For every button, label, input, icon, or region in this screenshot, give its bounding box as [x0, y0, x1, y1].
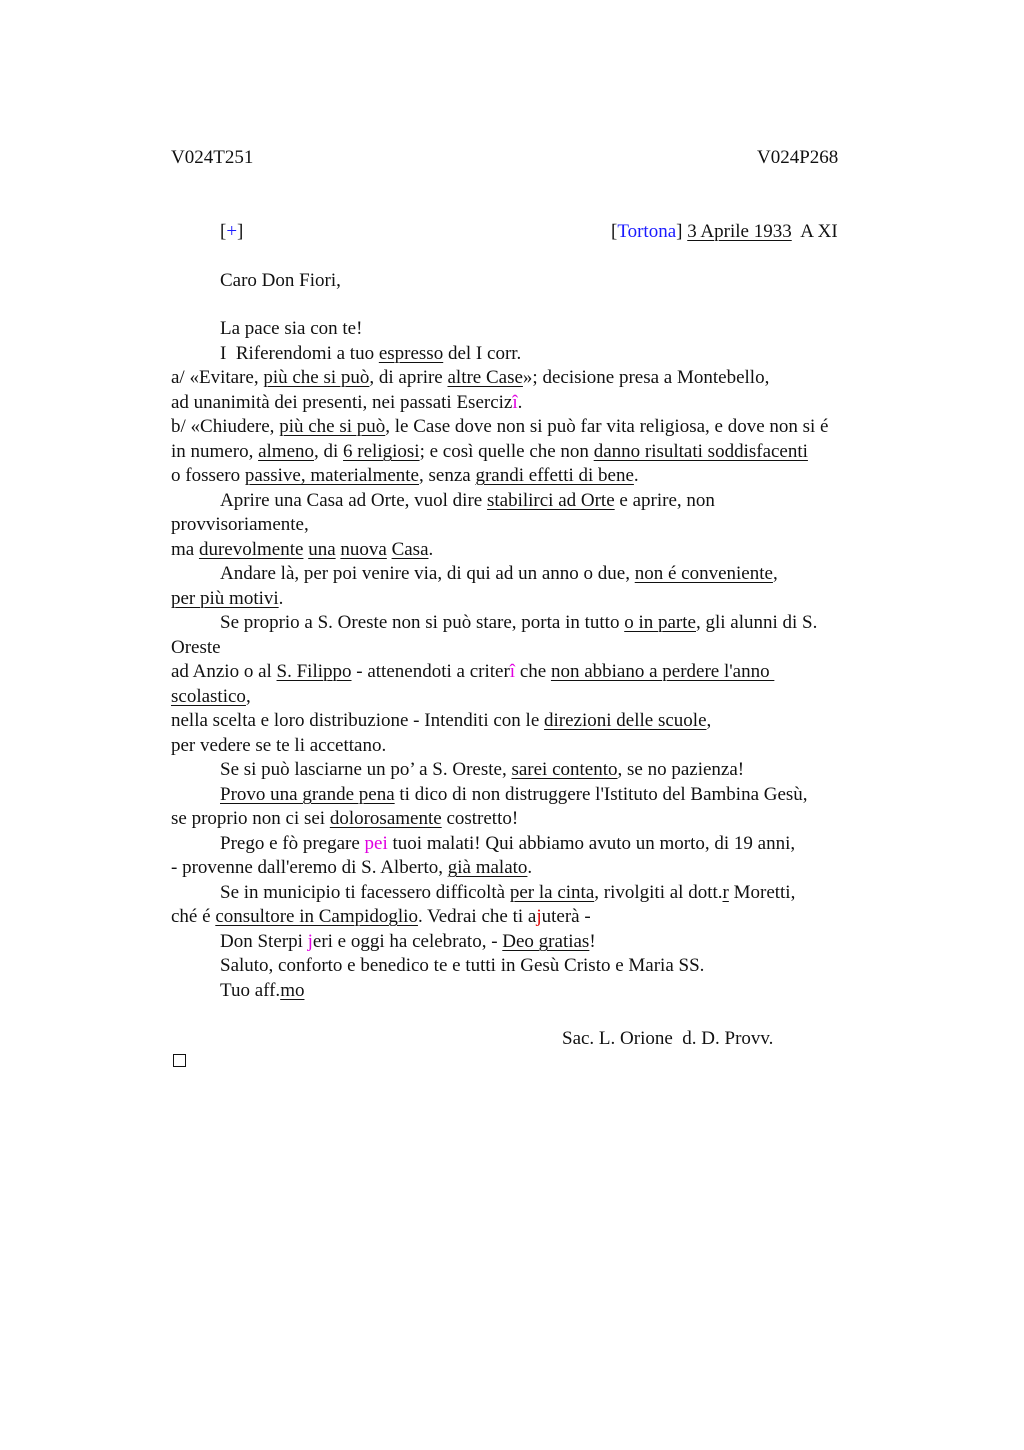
text-line: ma durevolmente una nuova Casa. — [171, 539, 434, 560]
text-line: per vedere se te li accettano. — [171, 735, 387, 756]
end-mark-square — [173, 1054, 186, 1067]
text-line: a/ «Evitare, più che si può, di aprire altre Case»; decisione presa a Montebello, — [171, 367, 770, 388]
text-line: Oreste — [171, 637, 221, 658]
text-line: La pace sia con te! — [220, 318, 363, 339]
text-line: b/ «Chiudere, più che si può, le Case dove non si può far vita religiosa, e dove non si é — [171, 416, 829, 437]
header-right-code: V024P268 — [757, 147, 839, 168]
place-name: Tortona — [617, 221, 677, 242]
signature: Sac. L. Orione d. D. Provv. — [562, 1028, 774, 1049]
salutation: Caro Don Fiori, — [220, 270, 341, 291]
text-line: - provenne dall'eremo di S. Alberto, già malato. — [171, 857, 533, 878]
text-line: se proprio non ci sei dolorosamente costretto! — [171, 808, 519, 829]
text-line: Se si può lasciarne un po’ a S. Oreste, sarei contento, se no pazienza! — [220, 759, 745, 780]
heading-place-date: [Tortona] 3 Aprile 1933 A XI — [611, 221, 838, 242]
cross-mark: [+] — [220, 221, 244, 242]
text-line: o fossero passive, materialmente, senza grandi effetti di bene. — [171, 465, 639, 486]
text-line: nella scelta e loro distribuzione - Intenditi con le direzioni delle scuole, — [171, 710, 712, 731]
text-line: Saluto, conforto e benedico te e tutti in Gesù Cristo e Maria SS. — [220, 955, 705, 976]
text-line: Provo una grande pena ti dico di non distruggere l'Istituto del Bambina Gesù, — [220, 784, 808, 805]
letter-date: 3 Aprile 1933 — [687, 221, 792, 242]
text-line: Andare là, per poi venire via, di qui ad un anno o due, non é conveniente, — [220, 563, 778, 584]
text-line: in numero, almeno, di 6 religiosi; e così quelle che non danno risultati soddisfacenti — [171, 441, 808, 462]
text-line: ad Anzio o al S. Filippo - attenendoti a criterî che non abbiano a perdere l'anno — [171, 661, 775, 682]
cross-symbol: + — [226, 221, 238, 242]
text-line: ad unanimità dei presenti, nei passati Esercizî. — [171, 392, 523, 413]
text-line: Prego e fò pregare pei tuoi malati! Qui abbiamo avuto un morto, di 19 anni, — [220, 833, 796, 854]
closing-line: Tuo aff.mo — [220, 980, 305, 1001]
text-line: provvisoriamente, — [171, 514, 309, 535]
fascist-year: A XI — [800, 221, 838, 242]
text-line: I Riferendomi a tuo espresso del I corr. — [220, 343, 522, 364]
text-line: Se proprio a S. Oreste non si può stare, porta in tutto o in parte, gli alunni di S. — [220, 612, 818, 633]
text-line: Se in municipio ti facessero difficoltà per la cinta, rivolgiti al dott.r Moretti, — [220, 882, 796, 903]
text-line: Don Sterpi jeri e oggi ha celebrato, - Deo gratias! — [220, 931, 596, 952]
header-left-code: V024T251 — [171, 147, 254, 168]
text-line: Aprire una Casa ad Orte, vuol dire stabilirci ad Orte e aprire, non — [220, 490, 715, 511]
text-line: ché é consultore in Campidoglio. Vedrai che ti ajuterà - — [171, 906, 591, 927]
text-line: per più motivi. — [171, 588, 284, 609]
text-line: scolastico, — [171, 686, 251, 707]
